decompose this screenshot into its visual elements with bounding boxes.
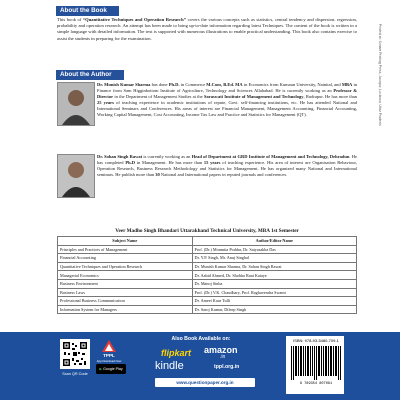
- author-bio: Dr. Sohan Singh Rawat is currently working as an Head of Department at GRD Institute of Management and Technology, Dehradun. He has completed Ph.D in Management. He has more than 15 years of teaching experience. His area of interest are Organisation Behaviour, Operation Research, Business Research Methodology and Statistics for Management. He has organized many National and International seminars. He publish more than 30 National and International papers in reputed journals and conferences.: [97, 154, 357, 178]
- subject-cell: Managerial Economics: [58, 271, 193, 280]
- author-photo: [57, 82, 95, 126]
- author-cell: Dr. Saroj Kumar, Dileep Singh: [192, 305, 356, 314]
- author-cell: Prof. (Dr.) Monmita Poddar, Dr. Satyasakha Das: [192, 245, 356, 254]
- barcode-icon: [290, 346, 342, 380]
- barcode-number: 9 789354 807091: [299, 382, 333, 386]
- table-row: [58, 271, 357, 280]
- table-row: [58, 245, 357, 254]
- subject-cell: Quantitative Techniques and Operation Research: [58, 262, 193, 271]
- qr-code[interactable]: [60, 339, 90, 369]
- about-book-paragraph: This book of “Quantitative Techniques and Operation Research” covers the various concepts such as statistics, central tendency and dispersion, regression, probability and operation research. An attempt has been made to bring up-to-date information regarding latest Techniques. The content of the book is written in a simple language with detailed information. The text is supported with numerous illustrations to enable practical understanding. This book also contains exercise to assist the students in preparing for the examination.: [57, 17, 357, 41]
- tppl-logo-icon: [101, 339, 117, 353]
- table-row: [58, 279, 357, 288]
- author-bio: Dr. Munish Kumar Sharma has done Ph.D. in Commerce M.Com, B.Ed. MA in Economics from Kumaun University, Nainital, and MBA in Finance from Sam Higginbottom Institute of Agriculture, Technology and Sciences Allahabad. He is currently working as an Professor & Director in the Department of Management Studies at the Saraswati Institute of Management and Technology, Rudrapur. He has more than 25 years of teaching experience in academic institutions of repute, Govt. self-financing institutions, etc. He has attended National and International Seminars and Conferences. His areas of interest are Financial Management, Management Accounting, Financial Accounting, Working Capital Management, Cost Accounting, Income Tax Law and Practice and Statistics for Management (QT).: [97, 82, 357, 118]
- website-url[interactable]: www.questionpaper.org.in: [155, 378, 255, 387]
- subject-cell: Professional Business Communication: [58, 297, 193, 306]
- syllabus-table: [57, 236, 357, 314]
- syllabus-title: Veer Madho Singh Bhandari Uttarakhand Technical University, MBA 1st Semester: [115, 228, 299, 234]
- scan-qr-label: Scan QR Code: [62, 372, 88, 376]
- isbn-label: ISBN: 978-93-5480-709-1: [293, 338, 339, 343]
- author-cell: Prof. (Dr.) V.K. Chaudhary, Prof. Raghavendra Swami: [192, 288, 356, 297]
- author-cell: Dr. Ameet Kaur Tulli: [192, 297, 356, 306]
- subject-cell: Information System for Managers: [58, 305, 193, 314]
- author-cell: Dr. Y.P. Singh, Mr. Anuj Singhal: [192, 254, 356, 263]
- column-header: Subject Name: [58, 237, 193, 246]
- about-book-heading: About the Book: [56, 6, 119, 16]
- author-cell: Dr. Munish Kumar Sharma, Dr. Sohan Singh Rawat: [192, 262, 356, 271]
- printer-credit-vertical: Printed at: Sonam Printing Press, Jaunpur, Lucknow, Uttar Pradesh: [378, 24, 382, 126]
- table-row: [58, 288, 357, 297]
- author-cell: Dr. Aabid Ahmed, Dr. Shobha Rani Kataye: [192, 271, 356, 280]
- amazon-logo[interactable]: amazon: [204, 345, 238, 355]
- author-photo: [57, 154, 95, 198]
- play-icon: ▶: [99, 367, 103, 371]
- subject-cell: Business Environment: [58, 279, 193, 288]
- google-play-badge[interactable]: ▶ Google Play: [96, 364, 126, 374]
- table-row: [58, 254, 357, 263]
- also-available-heading: Also Book Available on:: [171, 336, 231, 342]
- table-row: [58, 305, 357, 314]
- column-header: Author/Editor Name: [192, 237, 356, 246]
- about-author-heading: About the Author: [56, 70, 124, 80]
- kindle-logo[interactable]: kindle: [155, 360, 184, 372]
- table-header-row: [58, 237, 357, 246]
- flipkart-logo[interactable]: flipkart: [161, 348, 192, 358]
- table-row: [58, 262, 357, 271]
- subject-cell: Business Laws: [58, 288, 193, 297]
- publisher-name: TPPL: [103, 353, 115, 358]
- tppl-site-link[interactable]: tppl.org.in: [214, 364, 240, 370]
- author-cell: Dr. Manoj Sinha: [192, 279, 356, 288]
- app-download-label: App Download Now: [96, 359, 122, 363]
- subject-cell: Financial Accounting: [58, 254, 193, 263]
- table-row: [58, 297, 357, 306]
- amazon-domain-suffix: .in: [220, 354, 226, 360]
- subject-cell: Principles and Practices of Management: [58, 245, 193, 254]
